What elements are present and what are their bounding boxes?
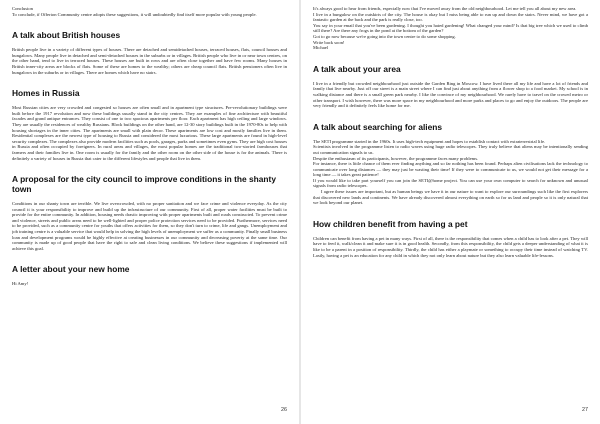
section-title: A talk about British houses <box>12 30 121 41</box>
page-number: 26 <box>281 407 287 413</box>
section-title: A proposal for the city council to improve conditions in the shanty town <box>12 174 276 195</box>
section-title: A talk about searching for aliens <box>313 121 443 132</box>
section-paragraph: Most Russian cities are very crowded and congested so houses are often small and in apartment type structures. Pre-revolutionary buildings were built before the 1917 revolution and now these buildings usually stand in the city centres. They are examples of fine architecture with beautiful facades and grand antique entrances. They consist of one to two spacious apartments per floor. Each apartment has high ceiling and large windows. They are usually the residences of wealthy Russians. Block buildings on the other hand, are 12-30 story buildings built in the 1970-80s to help with housing shortages in the inner cities. The apartments are small with plain decor. These apartments are low cost and mostly families live in them. Residential complexes are the newest type of housing to Russia and considered the most luxurious. These large apartments are found in high-level security complexes. The complexes also provide modern facilities such as pools, garages, parks and sometimes even gyms. They are high cost houses in Russia and often occupied by foreigners. In rural areas and villages, the most popular homes are the traditional two-storied farmhouses that farmers and their families live in. One room is usually for the family and the other room on the other side of the house is for the animals. There is definitely a variety of houses in Russia that cater to the different lifestyles and people that live in them. <box>12 105 287 161</box>
letter-paragraph: I live in a bungalow on the outskirts of the city. The house is okay but I miss being able to run up and down the stairs. Never mind, we have got a fantastic garden at the back and the park is really close, too. <box>313 11 588 23</box>
letter-signature: Michael <box>313 45 329 51</box>
letter-paragraph: It's always good to hear from friends, especially now that I've moved away from the old neighbourhood. Let me tell you all about my new area. <box>313 6 577 11</box>
page-number: 27 <box>582 407 588 413</box>
section-paragraph: Despite the enthusiasm of its participants, however, the programme faces many problems. <box>313 155 479 161</box>
conclusion-heading: Conclusion <box>12 6 33 11</box>
section-paragraph: I agree these issues are important, but as human beings we have it in our nature to want to explore our surroundings such like the first explorers that discovered new lands and continents. We have already discovered almost everything on earth so for us land and people so it is only natural that we look beyond our planet. <box>313 189 588 206</box>
section-paragraph: Children can benefit from having a pet in many ways. First of all, there is the responsibility that comes when a child has to look after a pet. They will have to feed it, walk/clean it and make sure it is in good health. Secondly, from this responsibility, the child gets a deeper understanding of what it is like to be a parent in a position of responsibility. Thirdly, the child has either a playmate or something to occupy their time instead of watching TV. Lastly, having a pet is an education for any child in which they not only learn about nature but they also learn valuable life-lessons. <box>313 235 588 258</box>
letter-paragraph: Got to go now because we're going into the town centre to do some shopping. <box>313 33 456 39</box>
section-paragraph: Conditions in our shanty town are terrible. We live overcrowded, with no proper sanitation and we face crime and violence everyday. As the city council it is your responsibility to improve and build up the infrastructure of our community. First of all, proper water facilities must be built to provide for the entire community. In addition, housing needs drastic improving with proper apartments built and roads constructed. To prevent crime and violence, streets and public areas need to be well-lighted and proper police protection services need to be provided. Furthermore, services need to be provided, such as a community centre for youths that offers activities for them, so they don't turn to crime, life and gangs. Unemployment and job training centre is a valuable service that would help in solving the high levels of unemployment we suffer as a community. Finally small business loan and development programs would be highly effective at creating businesses in our community and decreasing poverty at the same time. Our community is made up of good people that have the right to safe and clean living conditions. We believe these suggestions if implemented will achieve this goal. <box>12 201 287 251</box>
left-column <box>12 5 287 405</box>
section-paragraph: British people live in a variety of different types of houses. There are detached and semidetached houses, terraced houses, flats, council houses and bungalows. Many people live in detached and semi-detached houses in the suburbs or in villages. British people who live in or near town centres, on the other hand, tend to live in terraced houses. These houses are built in rows and are often close together and have few rooms. Many houses in British inner-city areas are blocks of flats. Some of these are homes to the wealthy; others are cheap council flats. British pensioners often live in bungalows in the suburbs or in villages. There are homes which have no stairs. <box>12 47 287 75</box>
right-page <box>301 0 600 424</box>
letter-paragraph: You say in your email that you've been gardening. I thought you hated gardening! What changed your mind? Is that big tree which we used to climb still there? Are there any frogs in the pond at the bottom of the garden? <box>313 22 588 34</box>
section-paragraph: Scientists involved in the programme listen to radio waves using huge radio telescopes. They truly believe that aliens may be intentionally sending out communication signals to us. <box>313 144 588 155</box>
section-paragraph: The SETI programme started in the 1960s. It uses high-tech equipment and hopes to establish contact with extraterrestrial life. <box>313 138 546 144</box>
section-title: A talk about your area <box>313 63 401 74</box>
section-title: How children benefit from having a pet <box>313 218 468 229</box>
section-paragraph: I live in a friendly but crowded neighbourhood just outside the Garden Ring in Moscow. I have lived there all my life and have a lot of friends and family that live nearby. Just off our street is a main street where I can find just about anything from a flower shop to a food market. My school is in walking distance and there is a small green park nearby. I like the convince of my neighbourhood. We rarely have to travel on the crowed metro or other transport. I wish however, there was more space in my neighbourhood and more parks and places to go and enjoy the outdoors. The people are very friendly and it definitely feels like home for me. <box>313 80 588 109</box>
right-column <box>313 5 588 405</box>
section-paragraph: For instance, there is little chance of them ever finding anything and so far nothing has been found. Perhaps alien civilisations lack the technology to communicate over long distances — they may just be wasting their time! If they were to communicate to us, we would not get their message for a long time — it takes great patience! <box>313 161 588 178</box>
section-paragraph: Hi Amy! <box>12 281 29 287</box>
conclusion-text: To conclude, if Offerton Community centre adopts these suggestions, it will undoubtedly find itself more popular with young people. <box>12 11 257 17</box>
section-paragraph: If you would like to take part yourself you can join the SETI@home project. You can use your own computer to search for unknown and unusual signals from radio telescopes. <box>313 177 588 189</box>
letter-signoff: Write back soon! <box>313 39 345 45</box>
section-title: Homes in Russia <box>12 88 80 99</box>
left-page <box>0 0 299 424</box>
section-title: A letter about your new home <box>12 264 130 275</box>
